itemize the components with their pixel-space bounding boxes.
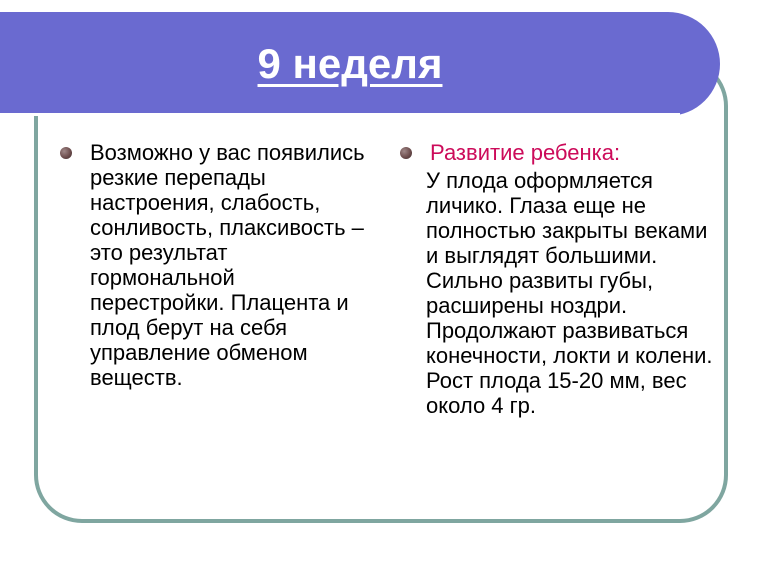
right-column-text: У плода оформляется личико. Глаза еще не полностью закрыты веками и выглядят большими. Сильно развиты губы, расширены ноздри. Продолжают развиваться конечности, локти и колени. Рост плода 15-20 мм, вес около 4 гр. <box>426 168 713 418</box>
bullet-icon <box>400 147 412 159</box>
right-column-heading: Развитие ребенка: <box>430 140 621 165</box>
slide-title: 9 неделя <box>257 40 443 87</box>
left-bullet-item <box>60 140 370 390</box>
right-column <box>400 140 720 418</box>
right-bullet-item <box>400 140 720 165</box>
left-column <box>60 140 370 390</box>
title-band <box>0 12 720 116</box>
left-column-text: Возможно у вас появились резкие перепады настроения, слабость, сонливость, плаксивость – это результат гормональной перестройки. Плацента и плод берут на себя управление обменом веществ. <box>90 140 365 390</box>
title-divider <box>0 113 680 116</box>
bullet-icon <box>60 147 72 159</box>
